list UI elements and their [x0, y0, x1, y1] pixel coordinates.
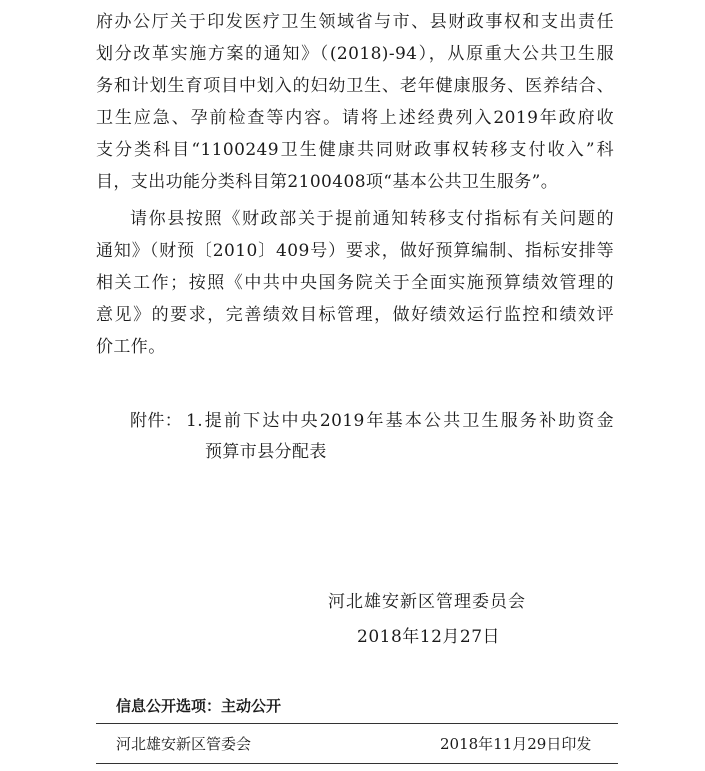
footer-issuer: 河北雄安新区管委会	[116, 735, 252, 753]
paragraph-1-line: 卫生应急、孕前检查等内容。请将上述经费列入2019年政府收	[96, 108, 614, 128]
paragraph-1-line: 务和计划生育项目中划入的妇幼卫生、老年健康服务、医养结合、	[96, 76, 614, 96]
issue-date: 2018年12月27日	[357, 627, 501, 647]
attachment-item-title-continued: 预算市县分配表	[205, 442, 327, 462]
issuing-authority: 河北雄安新区管理委员会	[328, 592, 526, 612]
paragraph-2-line: 请你县按照《财政部关于提前通知转移支付指标有关问题的	[130, 209, 614, 229]
footer-print-date: 2018年11月29日印发	[440, 735, 592, 753]
paragraph-1-line: 划分改革实施方案的通知》（(2018)-94），从原重大公共卫生服	[96, 44, 614, 64]
attachment-item-title: 1.提前下达中央2019年基本公共卫生服务补助资金	[186, 411, 614, 431]
attachment-label: 附件：	[130, 411, 183, 431]
paragraph-1-line: 目，支出功能分类科目第2100408项“基本公共卫生服务”。	[96, 172, 559, 192]
paragraph-2-line: 通知》（财预〔2010〕409号）要求，做好预算编制、指标安排等	[96, 241, 614, 261]
paragraph-2-line: 价工作。	[96, 337, 166, 357]
footer-bottom-rule	[96, 763, 618, 764]
footer-top-rule	[96, 723, 618, 724]
paragraph-2-line: 相关工作；按照《中共中央国务院关于全面实施预算绩效管理的	[96, 273, 614, 293]
disclosure-option: 信息公开选项：主动公开	[116, 697, 282, 715]
paragraph-2-line: 意见》的要求，完善绩效目标管理，做好绩效运行监控和绩效评	[96, 305, 614, 325]
paragraph-1-line: 府办公厅关于印发医疗卫生领域省与市、县财政事权和支出责任	[96, 12, 614, 32]
paragraph-1-line: 支分类科目“1100249卫生健康共同财政事权转移支付收入”科	[96, 140, 614, 160]
